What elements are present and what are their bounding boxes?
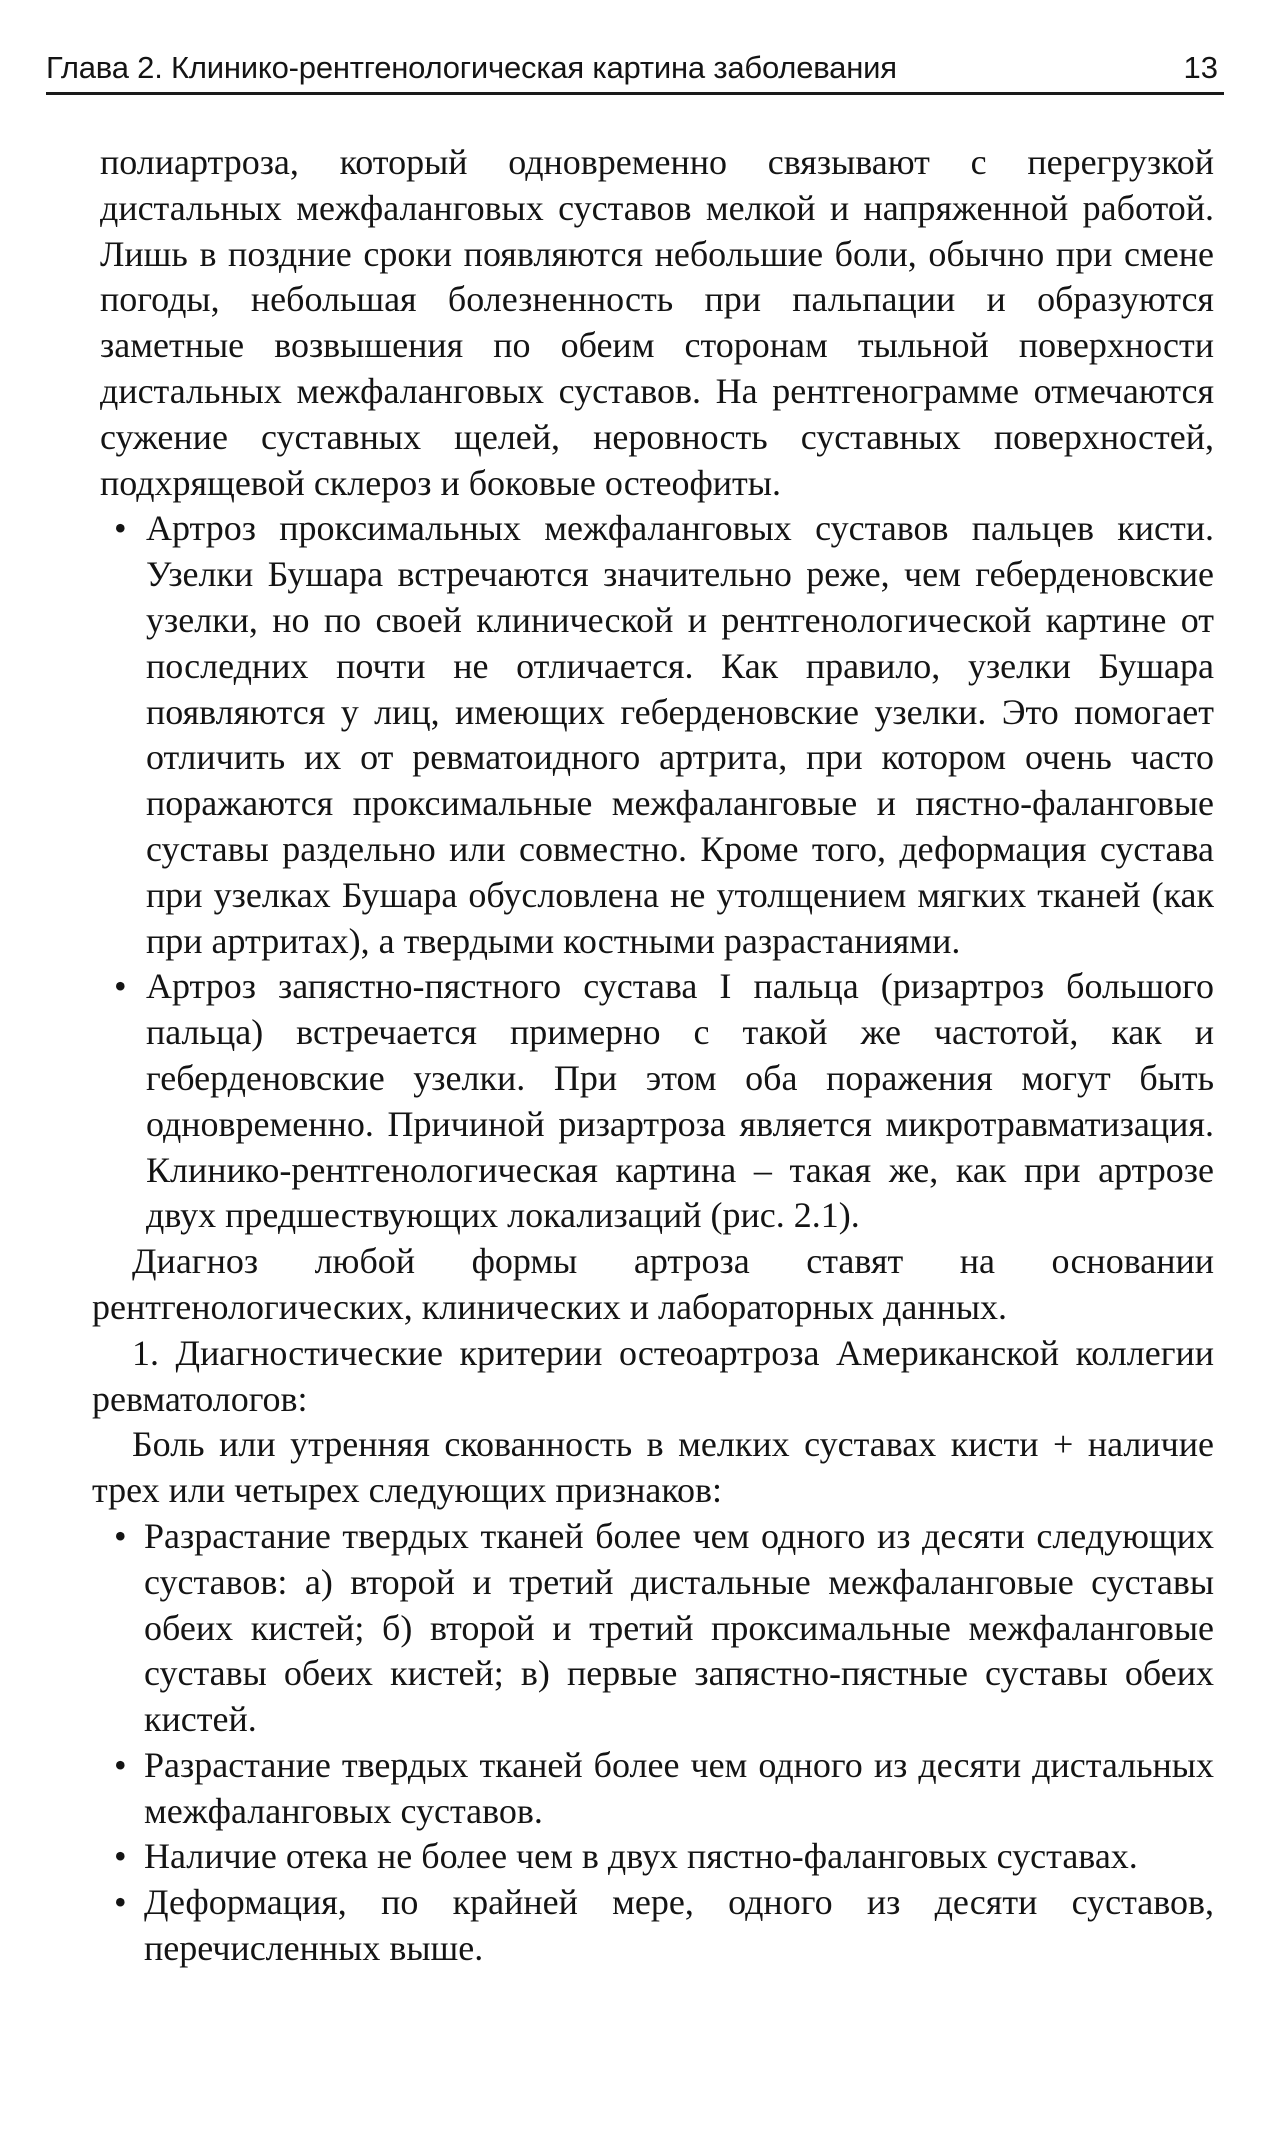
list-item-text: Деформация, по крайней мере, одного из десяти суставов, перечисленных выше. — [144, 1882, 1214, 1969]
bullet-marker: • — [114, 1744, 127, 1785]
bullet-marker: • — [114, 508, 127, 549]
page-number: 13 — [1183, 50, 1218, 85]
list-item-text: Артроз проксимальных межфаланговых суставов пальцев кисти. Узелки Бушара встречаются значительно реже, чем геберденовские узелки, но по своей клинической и рентгенологической картине от последних почти не отличается. Как правило, узелки Бушара появляются у лиц, имеющих геберденовские узелки. Это помогает отличить их от ревматоидного артрита, при котором очень часто поражаются проксимальные межфаланговые и пястно-фаланговые суставы раздельно или совместно. Кроме того, деформация сустава при узелках Бушара обусловлена не утолщением мягких тканей (как при артритах), а твердыми костными разрастаниями. — [146, 508, 1214, 961]
page-body — [92, 140, 1214, 1972]
criteria-paragraph: 1. Диагностические критерии остеоартроза Американской коллегии ревматологов: — [92, 1332, 1214, 1419]
bullet-marker: • — [114, 966, 127, 1007]
list-item — [100, 506, 1214, 964]
running-header — [46, 50, 1224, 95]
bullet-marker: • — [114, 1836, 127, 1877]
continued-paragraph: полиартроза, который одновременно связывают с перегрузкой дистальных межфаланговых суставов мелкой и напряженной работой. Лишь в поздние сроки появляются небольшие боли, обычно при смене погоды, небольшая болезненность при пальпации и образуются заметные возвышения по обеим сторонам тыльной поверхности дистальных межфаланговых суставов. На рентгенограмме отмечаются сужение суставных щелей, неровность суставных поверхностей, подхрящевой склероз и боковые остеофиты. — [100, 142, 1214, 503]
list-item — [100, 1514, 1214, 1743]
list-item-text: Артроз запястно-пястного сустава I пальца (ризартроз большого пальца) встречается примерно с такой же частотой, как и геберденовские узелки. При этом оба поражения могут быть одновременно. Причиной ризартроза является микротравматизация. Клинико-рентгенологическая картина – такая же, как при артрозе двух предшествующих локализаций (рис. 2.1). — [146, 966, 1214, 1236]
bullet-marker: • — [114, 1882, 127, 1923]
bullet-marker: • — [114, 1515, 127, 1556]
pain-paragraph: Боль или утренняя скованность в мелких суставах кисти + наличие трех или четырех следующих признаков: — [92, 1424, 1214, 1511]
list-item-text: Разрастание твердых тканей более чем одного из десяти следующих суставов: а) второй и третий дистальные межфаланговые суставы обеих кистей; б) второй и третий проксимальные межфаланговые суставы обеих кистей; в) первые запястно-пястные суставы обеих кистей. — [144, 1515, 1214, 1740]
chapter-title: Глава 2. Клинико-рентгенологическая картина заболевания — [46, 50, 897, 85]
diagnosis-paragraph: Диагноз любой формы артроза ставят на основании рентгенологических, клинических и лабораторных данных. — [92, 1241, 1214, 1327]
list-item — [100, 964, 1214, 1239]
list-item — [100, 1880, 1214, 1972]
list-item-text: Наличие отека не более чем в двух пястно-фаланговых суставах. — [144, 1836, 1138, 1877]
diagnosis-section — [92, 1239, 1214, 1514]
list-item — [100, 1834, 1214, 1880]
list-item — [100, 1743, 1214, 1835]
list-item-text: Разрастание твердых тканей более чем одного из десяти дистальных межфаланговых суставов. — [144, 1744, 1214, 1831]
